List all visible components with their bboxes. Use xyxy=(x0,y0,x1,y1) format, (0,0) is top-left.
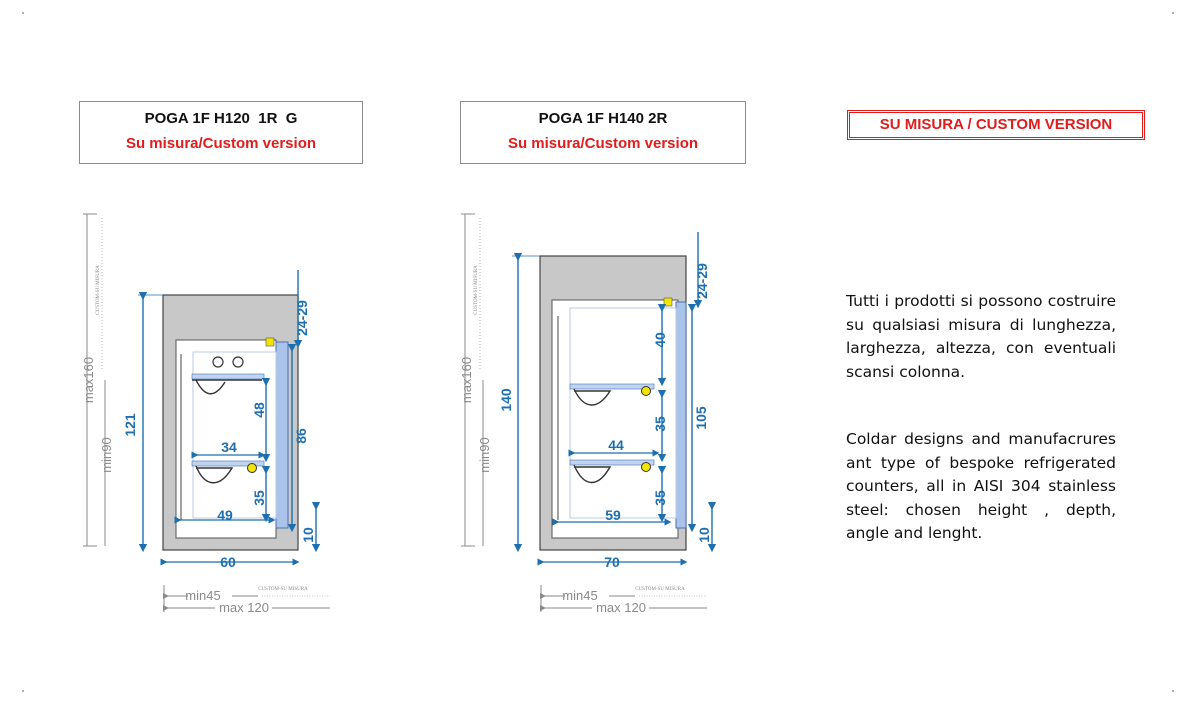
left-glass-panel xyxy=(276,342,288,528)
left-dim-max-height: max160 xyxy=(81,356,96,404)
right-light-icon xyxy=(664,298,672,306)
left-scale-label-h: CUSTOM-SU MISURA xyxy=(258,587,308,592)
right-dim-max-height: max160 xyxy=(459,356,474,404)
right-dim-upper-gap: 40 xyxy=(652,332,668,348)
right-scale-label-h: CUSTOM-SU MISURA xyxy=(635,587,685,592)
right-dim-lower-shelf: 59 xyxy=(605,507,621,523)
left-cabinet-drawing xyxy=(81,214,330,615)
left-dim-upper-shelf: 34 xyxy=(221,439,237,455)
right-dim-width: 70 xyxy=(604,554,620,570)
right-dim-max-width: max 120 xyxy=(596,600,646,615)
right-dim-plinth: 10 xyxy=(696,527,712,543)
right-scale-label: CUSTOM-SU MISURA xyxy=(474,265,479,315)
left-dim-top-gap: 24-29 xyxy=(294,300,310,336)
right-dim-min-height: min90 xyxy=(477,437,492,473)
right-dim-base-gap: 35 xyxy=(652,490,668,506)
left-dim-width: 60 xyxy=(220,554,236,570)
right-subtitle: Su misura/Custom version xyxy=(507,135,699,152)
left-light-icon xyxy=(266,338,274,346)
right-dim-total-height: 140 xyxy=(498,388,514,412)
left-dim-min-width: min45 xyxy=(185,588,221,603)
left-dim-inner-height: 86 xyxy=(293,428,309,444)
left-dim-shelf-gap: 48 xyxy=(251,402,267,418)
left-dim-plinth: 10 xyxy=(300,527,316,543)
left-subtitle: Su misura/Custom version xyxy=(125,135,317,152)
left-dim-max-width: max 120 xyxy=(219,600,269,615)
description-italian: Tutti i prodotti si possono costruire su qualsiasi misura di lunghezza, larghezza, altezza, con eventuali scansi colonna. xyxy=(846,292,1116,381)
left-dim-lower-shelf: 49 xyxy=(217,507,233,523)
left-dim-min-height: min90 xyxy=(99,437,114,473)
right-dim-inner-height: 105 xyxy=(693,406,709,430)
right-glass-panel xyxy=(676,302,686,528)
right-dim-middle-gap: 35 xyxy=(652,416,668,432)
right-model-name: POGA 1F H140 2R xyxy=(538,110,668,127)
right-cabinet-drawing xyxy=(459,214,712,615)
left-scale-label: CUSTOM-SU MISURA xyxy=(96,265,101,315)
left-model-name: POGA 1F H120 1R G xyxy=(144,110,298,127)
left-dim-base-gap: 35 xyxy=(251,490,267,506)
right-dim-top-gap: 24-29 xyxy=(694,263,710,299)
right-dim-min-width: min45 xyxy=(562,588,598,603)
description-english: Coldar designs and manufacrures ant type of bespoke refrigerated counters, all in AISI 304 stainless steel: chosen height , depth, angle and lenght. xyxy=(846,430,1116,542)
left-dim-total-height: 121 xyxy=(122,413,138,437)
right-dim-upper-shelf: 44 xyxy=(608,437,624,453)
custom-version-badge: SU MISURA / CUSTOM VERSION xyxy=(849,112,1143,138)
